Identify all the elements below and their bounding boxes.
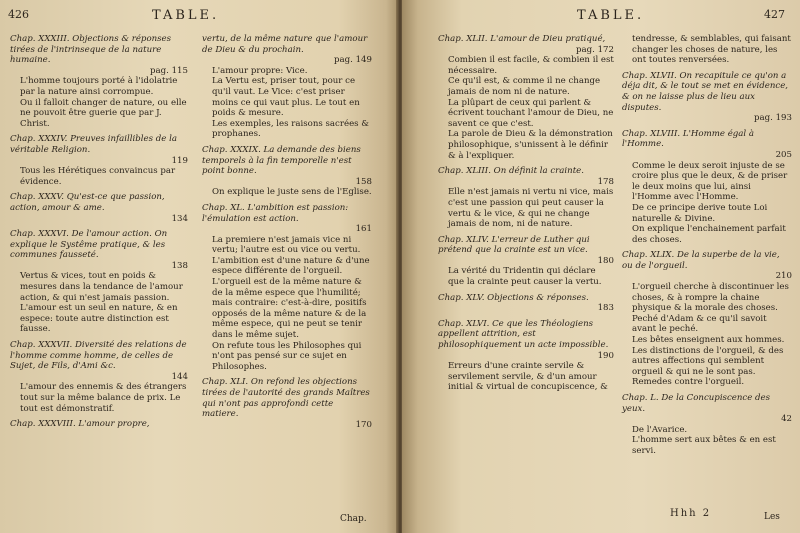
toc-entry — [10, 229, 188, 335]
chapter-title: Chap. XXXVII. Diversité des relations de l'homme comme homme, de celles de Sujet, de Fils, d'Ami &c. — [10, 340, 187, 372]
page-reference: pag. 149 — [334, 55, 372, 66]
page-reference: 210 — [775, 271, 792, 282]
entry-line: De ce principe derive toute Loi naturelle & Divine. — [632, 202, 768, 224]
entry-line: Elle n'est jamais ni vertu ni vice, mais c'est une passion qui peut causer la vertu & le vice, & qui ne change jamais de nom, ni de nature. — [448, 187, 614, 230]
toc-entry — [438, 293, 614, 314]
entry-line: tendresse, & semblables, qui faisant changer les choses de nature, les ont toutes renversées. — [632, 34, 791, 66]
chapter-title: Chap. XLIV. L'erreur de Luther qui prétend que la crainte est un vice. — [438, 234, 590, 256]
chapter-title: Chap. L. De la Concupiscence des yeux. — [622, 393, 771, 414]
page-number: 426 — [8, 8, 29, 21]
chapter-title: Chap. XXXIV. Preuves infaillibles de la véritable Religion. — [10, 134, 177, 155]
entry-line: On refute tous les Philosophes qui n'ont pas pensé sur ce sujet en Philosophes. — [212, 340, 362, 372]
toc-entry — [438, 34, 614, 161]
entry-line: L'homme sert aux bêtes & en est servi. — [632, 435, 776, 456]
entry-line: L'orgueil est de la même nature & de la même espece que l'humilité; mais contraire: c'est-à-dire, positifs opposés de la même nature & de la même espece, qui ne peut se tenir dans le même sujet. — [212, 277, 367, 341]
left-page — [0, 0, 398, 533]
chapter-title: Chap. XXXV. Qu'est-ce que passion, action, amour & ame. — [10, 192, 165, 213]
entry-line: De l'Avarice. — [632, 424, 688, 435]
chapter-title: Chap. XLII. L'amour de Dieu pratiqué, — [438, 34, 606, 44]
entry-line: L'amour des ennemis & des étrangers tout sur la même balance de prix. Le tout est démonstratif. — [20, 382, 187, 414]
entry-line: La plûpart de ceux qui parlent & écrivent touchant l'amour de Dieu, ne savent ce que c'est. — [448, 97, 614, 129]
chapter-title: Chap. XL. L'ambition est passion: l'émulation est action. — [202, 202, 349, 224]
entry-line: L'amour propre: Vice. — [212, 65, 308, 76]
entry-line: L'orgueil cherche à discontinuer les choses, & à rompre la chaine physique & la morale des choses. — [632, 282, 789, 314]
page-reference: pag. 193 — [754, 113, 792, 124]
toc-entry — [622, 34, 792, 66]
page-reference: 144 — [171, 371, 188, 382]
running-header: TABLE. — [152, 8, 220, 23]
page-reference: 183 — [597, 303, 614, 314]
page-reference: 205 — [775, 149, 792, 160]
entry-line: On explique le juste sens de l'Eglise. — [212, 187, 372, 198]
page-reference: pag. 172 — [576, 44, 614, 55]
entry-line: La parole de Dieu & la démonstration philosophique, s'unissent à le définir & à l'expliquer. — [448, 129, 613, 161]
running-header: TABLE. — [577, 8, 645, 23]
catchword: Les — [764, 512, 780, 522]
chapter-title: Chap. XLV. Objections & réponses. — [438, 292, 589, 303]
page-number: 427 — [764, 8, 785, 21]
page-reference: pag. 115 — [150, 65, 188, 76]
toc-entry — [622, 250, 792, 388]
page-reference: 138 — [171, 260, 188, 271]
entry-line: Combien il est facile, & combien il est nécessaire. — [448, 55, 614, 76]
toc-entry — [202, 377, 372, 430]
toc-entry — [10, 134, 188, 187]
chapter-title: Chap. XLI. On refond les objections tirées de l'autorité des grands Maîtres qui n'ont pas approfondi cette matiere. — [202, 377, 370, 420]
chapter-title: Chap. XLVII. On recapitule ce qu'on a déja dit, & le tout se met en évidence, & on ne laisse plus de lieu aux disputes. — [622, 70, 789, 113]
toc-entry — [438, 235, 614, 288]
chapter-title: Chap. XLIX. De la superbe de la vie, ou de l'orgueil. — [622, 250, 780, 271]
entry-line: Les distinctions de l'orgueil, & des autres affections qui semblent orgueil & qui ne le sont pas. — [632, 345, 784, 377]
entry-line: La premiere n'est jamais vice ni vertu; l'autre est ou vice ou vertu. — [212, 234, 361, 256]
entry-line: Erreurs d'une crainte servile & servilement servile, & d'un amour initial & virtual de concupiscence, & — [448, 361, 608, 393]
toc-entry — [10, 419, 188, 430]
toc-entry — [202, 34, 372, 140]
entry-line: La Vertu est, priser tout, pour ce qu'il vaut. Le Vice: c'est priser moins ce qui vaut plus. Le tout en poids & mesure. — [212, 76, 360, 119]
entry-line: Ou il falloit changer de nature, ou elle ne pouvoit être guerie que par J. Christ. — [20, 97, 187, 129]
page-reference: 158 — [355, 176, 372, 187]
toc-entry — [202, 203, 372, 373]
entry-line: On explique l'enchainement parfait des choses. — [632, 224, 786, 245]
toc-entry — [10, 34, 188, 129]
chapter-title: Chap. XLVIII. L'Homme égal à l'Homme. — [622, 128, 755, 150]
toc-entry — [10, 340, 188, 414]
right-page — [402, 0, 800, 533]
toc-entry — [622, 129, 792, 246]
entry-line: Vertus & vices, tout en poids & mesures dans la tendance de l'amour action, & qui n'est jamais passion. — [20, 271, 183, 303]
chapter-title: Chap. XLIII. On définit la crainte. — [438, 166, 584, 177]
entry-line: Comme le deux seroit injuste de se croire plus que le deux, & de priser le deux moins que lui, ainsi l'Homme avec l'Homme. — [632, 160, 788, 203]
chapter-title: Chap. XXXIII. Objections & réponses tirées de l'intrinseque de la nature humaine. — [10, 34, 172, 66]
page-reference: 134 — [171, 213, 188, 224]
page-reference: 180 — [597, 255, 614, 266]
entry-line: Tous les Hérétiques convaincus par évidence. — [20, 166, 176, 187]
toc-entry — [10, 192, 188, 224]
entry-line: Les bêtes enseignent aux hommes. — [632, 335, 785, 346]
chapter-title: Chap. XLVI. Ce que les Théologiens appellent attrition, est philosophiquement un acte impossible. — [438, 318, 609, 351]
left-column-1 — [10, 34, 188, 435]
toc-entry — [438, 166, 614, 230]
chapter-title: Chap. XXXIX. La demande des biens temporels à la fin temporelle n'est point bonne. — [202, 144, 361, 177]
toc-entry — [622, 393, 792, 457]
chapter-title: Chap. XXXVIII. L'amour propre, — [10, 419, 150, 430]
signature-mark: Hhh 2 — [670, 508, 712, 519]
page-reference: 170 — [355, 419, 372, 430]
toc-entry — [438, 319, 614, 393]
right-column-2 — [622, 34, 792, 462]
page-reference: 119 — [171, 155, 188, 166]
toc-entry — [202, 145, 372, 198]
entry-line: La vérité du Tridentin qui déclare que la crainte peut causer la vertu. — [448, 266, 602, 288]
page-reference: 161 — [355, 224, 372, 235]
entry-line: L'homme toujours porté à l'idolatrie par la nature ainsi corrompue. — [20, 76, 178, 97]
page-reference: 178 — [597, 176, 614, 187]
page-reference: 42 — [781, 414, 792, 425]
right-column-1 — [438, 34, 614, 398]
entry-line: Les exemples, les raisons sacrées & prophanes. — [212, 118, 369, 140]
page-reference: 190 — [597, 350, 614, 361]
entry-line: Peché d'Adam & ce qu'il savoit avant le peché. — [632, 313, 767, 335]
entry-line: L'amour est un seul en nature, & en espece: toute autre distinction est fausse. — [20, 303, 178, 335]
entry-line: L'ambition est d'une nature & d'une espece différente de l'orgueil. — [212, 255, 370, 277]
catchword: Chap. — [340, 514, 367, 524]
chapter-title: Chap. XXXVI. De l'amour action. On explique le Systême pratique, & les communes fausseté. — [10, 229, 168, 261]
toc-entry — [622, 71, 792, 124]
entry-line: Remedes contre l'orgueil. — [632, 377, 745, 388]
chapter-title: vertu, de la même nature que l'amour de Dieu & du prochain. — [202, 34, 368, 55]
left-column-2 — [202, 34, 372, 435]
entry-line: Ce qu'il est, & comme il ne change jamais de nom ni de nature. — [448, 76, 601, 97]
